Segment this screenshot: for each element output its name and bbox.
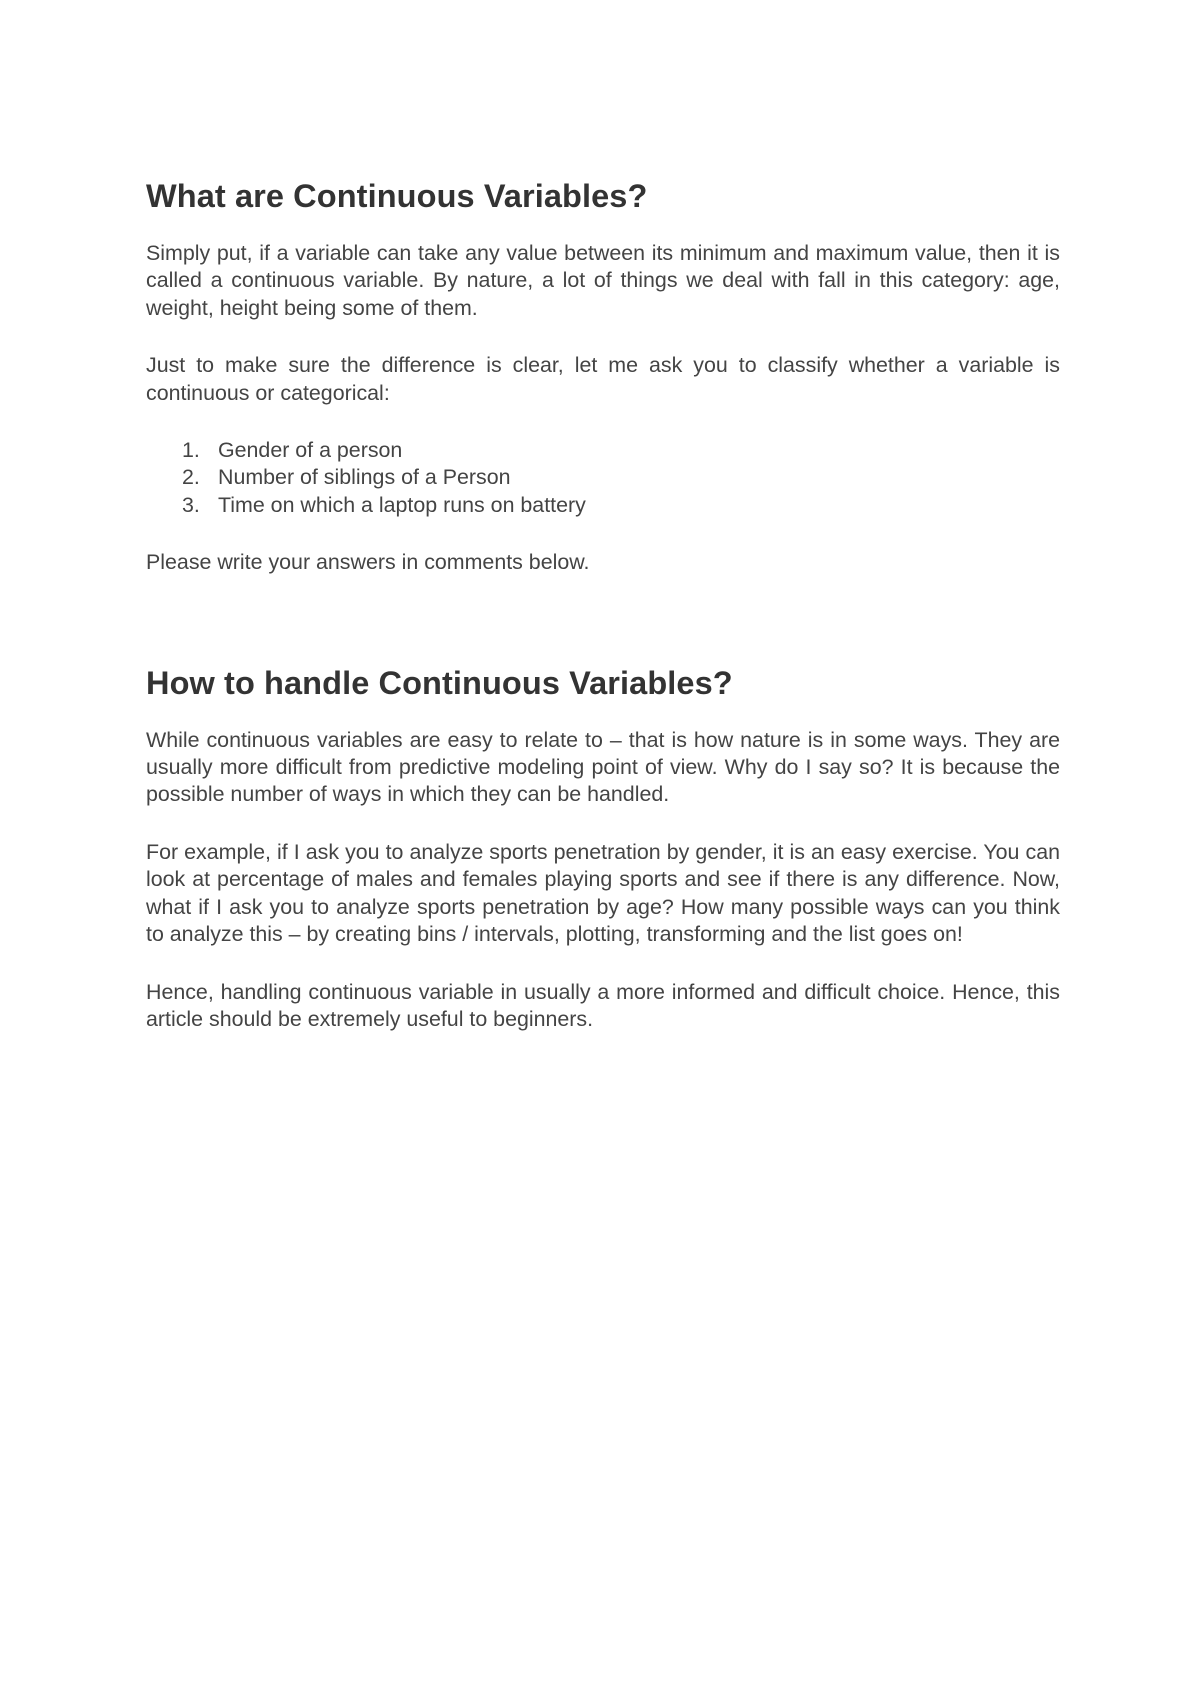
list-item bbox=[146, 464, 1060, 491]
list-number: 2. bbox=[182, 465, 200, 490]
list-item-text: Number of siblings of a Person bbox=[218, 465, 511, 490]
question-list bbox=[146, 437, 1060, 519]
list-item-text: Gender of a person bbox=[218, 438, 403, 463]
list-item bbox=[146, 492, 1060, 519]
section-continuous-variables bbox=[146, 176, 1060, 577]
list-item-text: Time on which a laptop runs on battery bbox=[218, 492, 586, 517]
paragraph: While continuous variables are easy to relate to – that is how nature is in some ways. They are usually more difficult from predictive modeling point of view. Why do I say so? It is because the possible number of ways in which they can be handled. bbox=[146, 727, 1060, 807]
paragraph: Just to make sure the difference is clear, let me ask you to classify whether a variable is continuous or categorical: bbox=[146, 353, 1060, 405]
list-number: 3. bbox=[182, 492, 200, 517]
paragraph: Hence, handling continuous variable in usually a more informed and difficult choice. Hence, this article should be extremely useful to beginners. bbox=[146, 979, 1060, 1031]
document-page bbox=[146, 176, 1060, 1033]
paragraph: For example, if I ask you to analyze sports penetration by gender, it is an easy exercise. You can look at percentage of males and females playing sports and see if there is any difference. Now, what if I ask you to analyze sports penetration by age? How many possible ways can you think to analyze this – by creating bins / intervals, plotting, transforming and the list goes on! bbox=[146, 839, 1060, 947]
list-number: 1. bbox=[182, 438, 200, 463]
section-handle-continuous-variables bbox=[146, 663, 1060, 1034]
paragraph: Simply put, if a variable can take any value between its minimum and maximum value, then it is called a continuous variable. By nature, a lot of things we deal with fall in this category: age, weight, height being some of them. bbox=[146, 241, 1060, 320]
paragraph-closing: Please write your answers in comments below. bbox=[146, 550, 590, 575]
list-item bbox=[146, 437, 1060, 464]
section-heading: How to handle Continuous Variables? bbox=[146, 664, 733, 701]
section-heading: What are Continuous Variables? bbox=[146, 178, 648, 214]
